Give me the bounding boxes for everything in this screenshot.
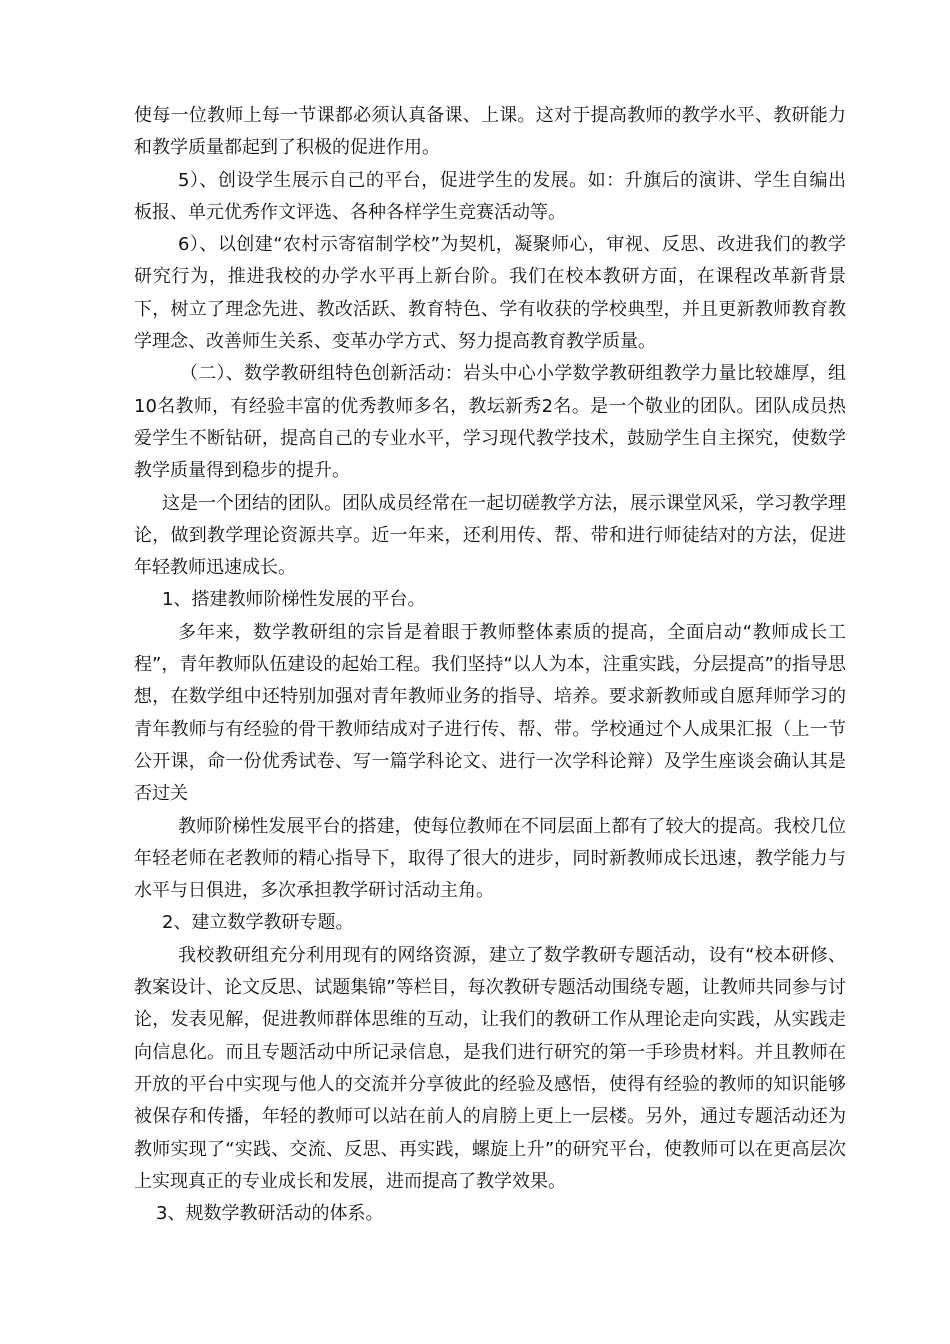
paragraph-network-resources: 我校教研组充分利用现有的网络资源，建立了数学教研专题活动，设有“校本研修、教案设计、论文反思、试题集锦”等栏目，每次教研专题活动围绕专题，让教师共同参与讨论，发表见解，促进教师群体思维的互动，让我们的教研工作从理论走向实践，从实践走向信息化。而且专题活动中所记录信息，是我们进行研究的第一手珍贵材料。并且教师在开放的平台中实现与他人的交流并分享彼此的经验及感悟，使得有经验的教师的知识能够被保存和传播，年轻的教师可以站在前人的肩膀上更上一层楼。另外，通过专题活动还为教师实现了“实践、交流、反思、再实践，螺旋上升”的研究平台，使教师可以在更高层次上实现真正的专业成长和发展，进而提高了教学效果。 [134,944,846,1192]
paragraph-item-5-student-platform: 5）、创设学生展示自己的平台，促进学生的发展。如：升旗后的演讲、学生自编出板报、单元优秀作文评选、各种各样学生竞赛活动等。 [134,169,846,223]
paragraph-teacher-growth-project: 多年来，数学教研组的宗旨是着眼于教师整体素质的提高，全面启动“教师成长工程”，青年教师队伍建设的起始工程。我们坚持“以人为本，注重实践，分层提高”的指导思想，在数学组中还特别加强对青年教师业务的指导、培养。要求新教师或自愿拜师学习的青年教师与有经验的骨干教师结成对子进行传、帮、带。学校通过个人成果汇报（上一节公开课，命一份优秀试卷、写一篇学科论文、进行一次学科论辩）及学生座谈会确认其是否过关 [134,621,846,805]
paragraph-teacher-lesson-prep: 使每一位教师上每一节课都必须认真备课、上课。这对于提高教师的教学水平、教研能力和教学质量都起到了积极的促进作用。 [134,105,846,159]
heading-1-teacher-ladder-platform: 1、搭建教师阶梯性发展的平台。 [162,589,426,611]
heading-3-research-system: 3、规数学教研活动的体系。 [156,1203,384,1225]
heading-2-math-research-topic: 2、建立数学教研专题。 [162,912,354,934]
paragraph-item-6-boarding-school: 6）、以创建“农村示寄宿制学校”为契机，凝聚师心，审视、反思、改进我们的教学研究行为，推进我校的办学水平再上新台阶。我们在校本教研方面，在课程改革新背景下，树立了理念先进、教改活跃、教育特色、学有收获的学校典型，并且更新教师教育教学理念、改善师生关系、变革办学方式、努力提高教育教学质量。 [134,234,846,353]
paragraph-ladder-platform-result: 教师阶梯性发展平台的搭建，使每位教师在不同层面上都有了较大的提高。我校几位年轻老师在老教师的精心指导下，取得了很大的进步，同时新教师成长迅速，教学能力与水平与日俱进，多次承担教学研讨活动主角。 [134,815,846,902]
paragraph-united-team: 这是一个团结的团队。团队成员经常在一起切磋教学方法，展示课堂风采，学习教学理论，做到教学理论资源共享。近一年来，还利用传、帮、带和进行师徒结对的方法，促进年轻教师迅速成长。 [134,492,846,579]
document-body [134,100,846,1230]
paragraph-section-2-math-group: （二）、数学教研组特色创新活动：岩头中心小学数学教研组教学力量比较雄厚，组10名教师，有经验丰富的优秀教师多名，教坛新秀2名。是一个敬业的团队。团队成员热爱学生不断钻研，提高自己的专业水平，学习现代教学技术，鼓励学生自主探究，使数学教学质量得到稳步的提升。 [134,363,846,482]
